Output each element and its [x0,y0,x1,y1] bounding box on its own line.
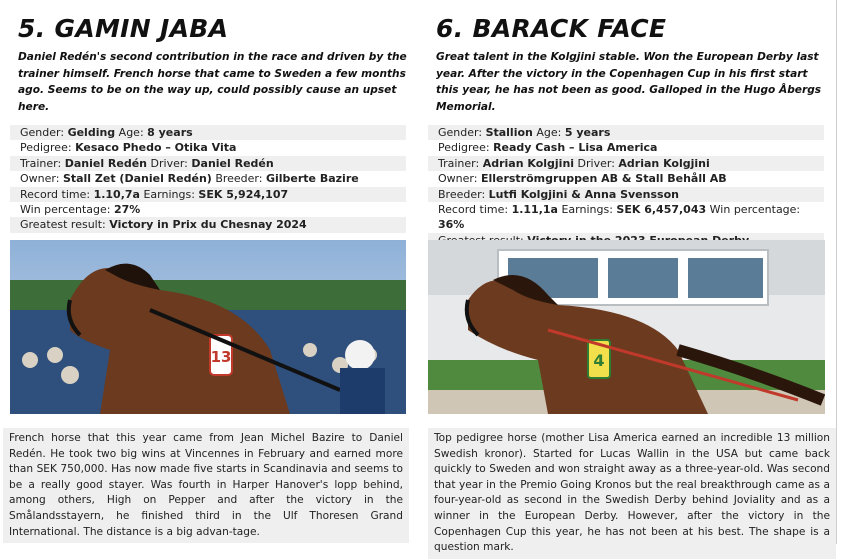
fact-trainer-driver: Trainer: Daniel Redén Driver: Daniel Redén [10,156,406,171]
harness-horse-photo [10,240,406,414]
fact-breeder: Breeder: Lutfi Kolgjini & Anna Svensson [428,187,824,202]
horse-title: 5. GAMIN JABA [18,14,229,43]
page-edge-divider [836,0,837,544]
fact-pedigree: Pedigree: Ready Cash – Lisa America [438,141,658,155]
fact-record-earnings-win: Record time: 1.11,1a Earnings: SEK 6,457,043 Win percentage: 36% [438,203,801,232]
fact-owner-breeder: Owner: Stall Zet (Daniel Redén) Breeder: Gilberte Bazire [20,172,359,186]
fact-win-percentage: Win percentage: 27% [20,203,141,217]
horse-facts [428,125,824,248]
horse-profile-left [10,0,410,233]
horse-intro: Great talent in the Kolgjini stable. Won the European Derby last year. After the victory in the Copenhagen Cup in his first start this year, he has not been as good. Galloped in the Hugo Åbergs Memorial. [436,51,822,113]
saddle-number-right: 4 [593,351,605,370]
horse-photo-right [428,240,825,414]
harness-horse-photo [428,240,825,414]
fact-gender-age: Gender: Stallion Age: 5 years [428,125,824,140]
horse-profile-right [428,0,828,248]
fact-gender-age: Gender: Gelding Age: 8 years [10,125,406,140]
fact-pedigree: Pedigree: Kesaco Phedo – Otika Vita [20,141,237,155]
horse-story-left: French horse that this year came from Jean Michel Bazire to Daniel Redén. He took two big wins at Vincennes in February and earned more than SEK 750,000. Has now made five starts in Scandinavia and seems to be a really good stayer. Was fourth in Harper Hanover's lopp behind, among others, High on Pepper and after the victory in the Smålandsstayern, he finished third in the Ulf Thoresen Grand International. The distance is a big advan-tage. [3,428,409,543]
horse-photo-left [10,240,406,414]
fact-record-earnings: Record time: 1.10,7a Earnings: SEK 5,924,107 [10,187,406,202]
saddle-number-left: 13 [210,348,232,366]
fact-trainer-driver: Trainer: Adrian Kolgjini Driver: Adrian Kolgjini [428,156,824,171]
fact-greatest-result: Greatest result: Victory in Prix du Chesnay 2024 [10,217,406,232]
horse-intro: Daniel Redén's second contribution in the race and driven by the trainer himself. French horse that came to Sweden a few months ago. Seems to be on the way up, could possibly cause an upset here. [18,51,407,113]
fact-owner: Owner: Ellerströmgruppen AB & Stall Behåll AB [438,172,727,186]
horse-title: 6. BARACK FACE [436,14,667,43]
horse-story-right: Top pedigree horse (mother Lisa America earned an incredible 13 million Swedish kronor). Started for Lucas Wallin in the USA but came back quickly to Sweden and won straight away as a three-year-old. Was second that year in the Premio Going Kronos but the real breakthrough came as a four-year-old as second in the Swedish Derby behind Joviality and as a winner in the European Derby. However, after the victory in the Copenhagen Cup this year, he has not been at his best. The shape is a question mark. [428,428,836,559]
horse-facts [10,125,406,233]
